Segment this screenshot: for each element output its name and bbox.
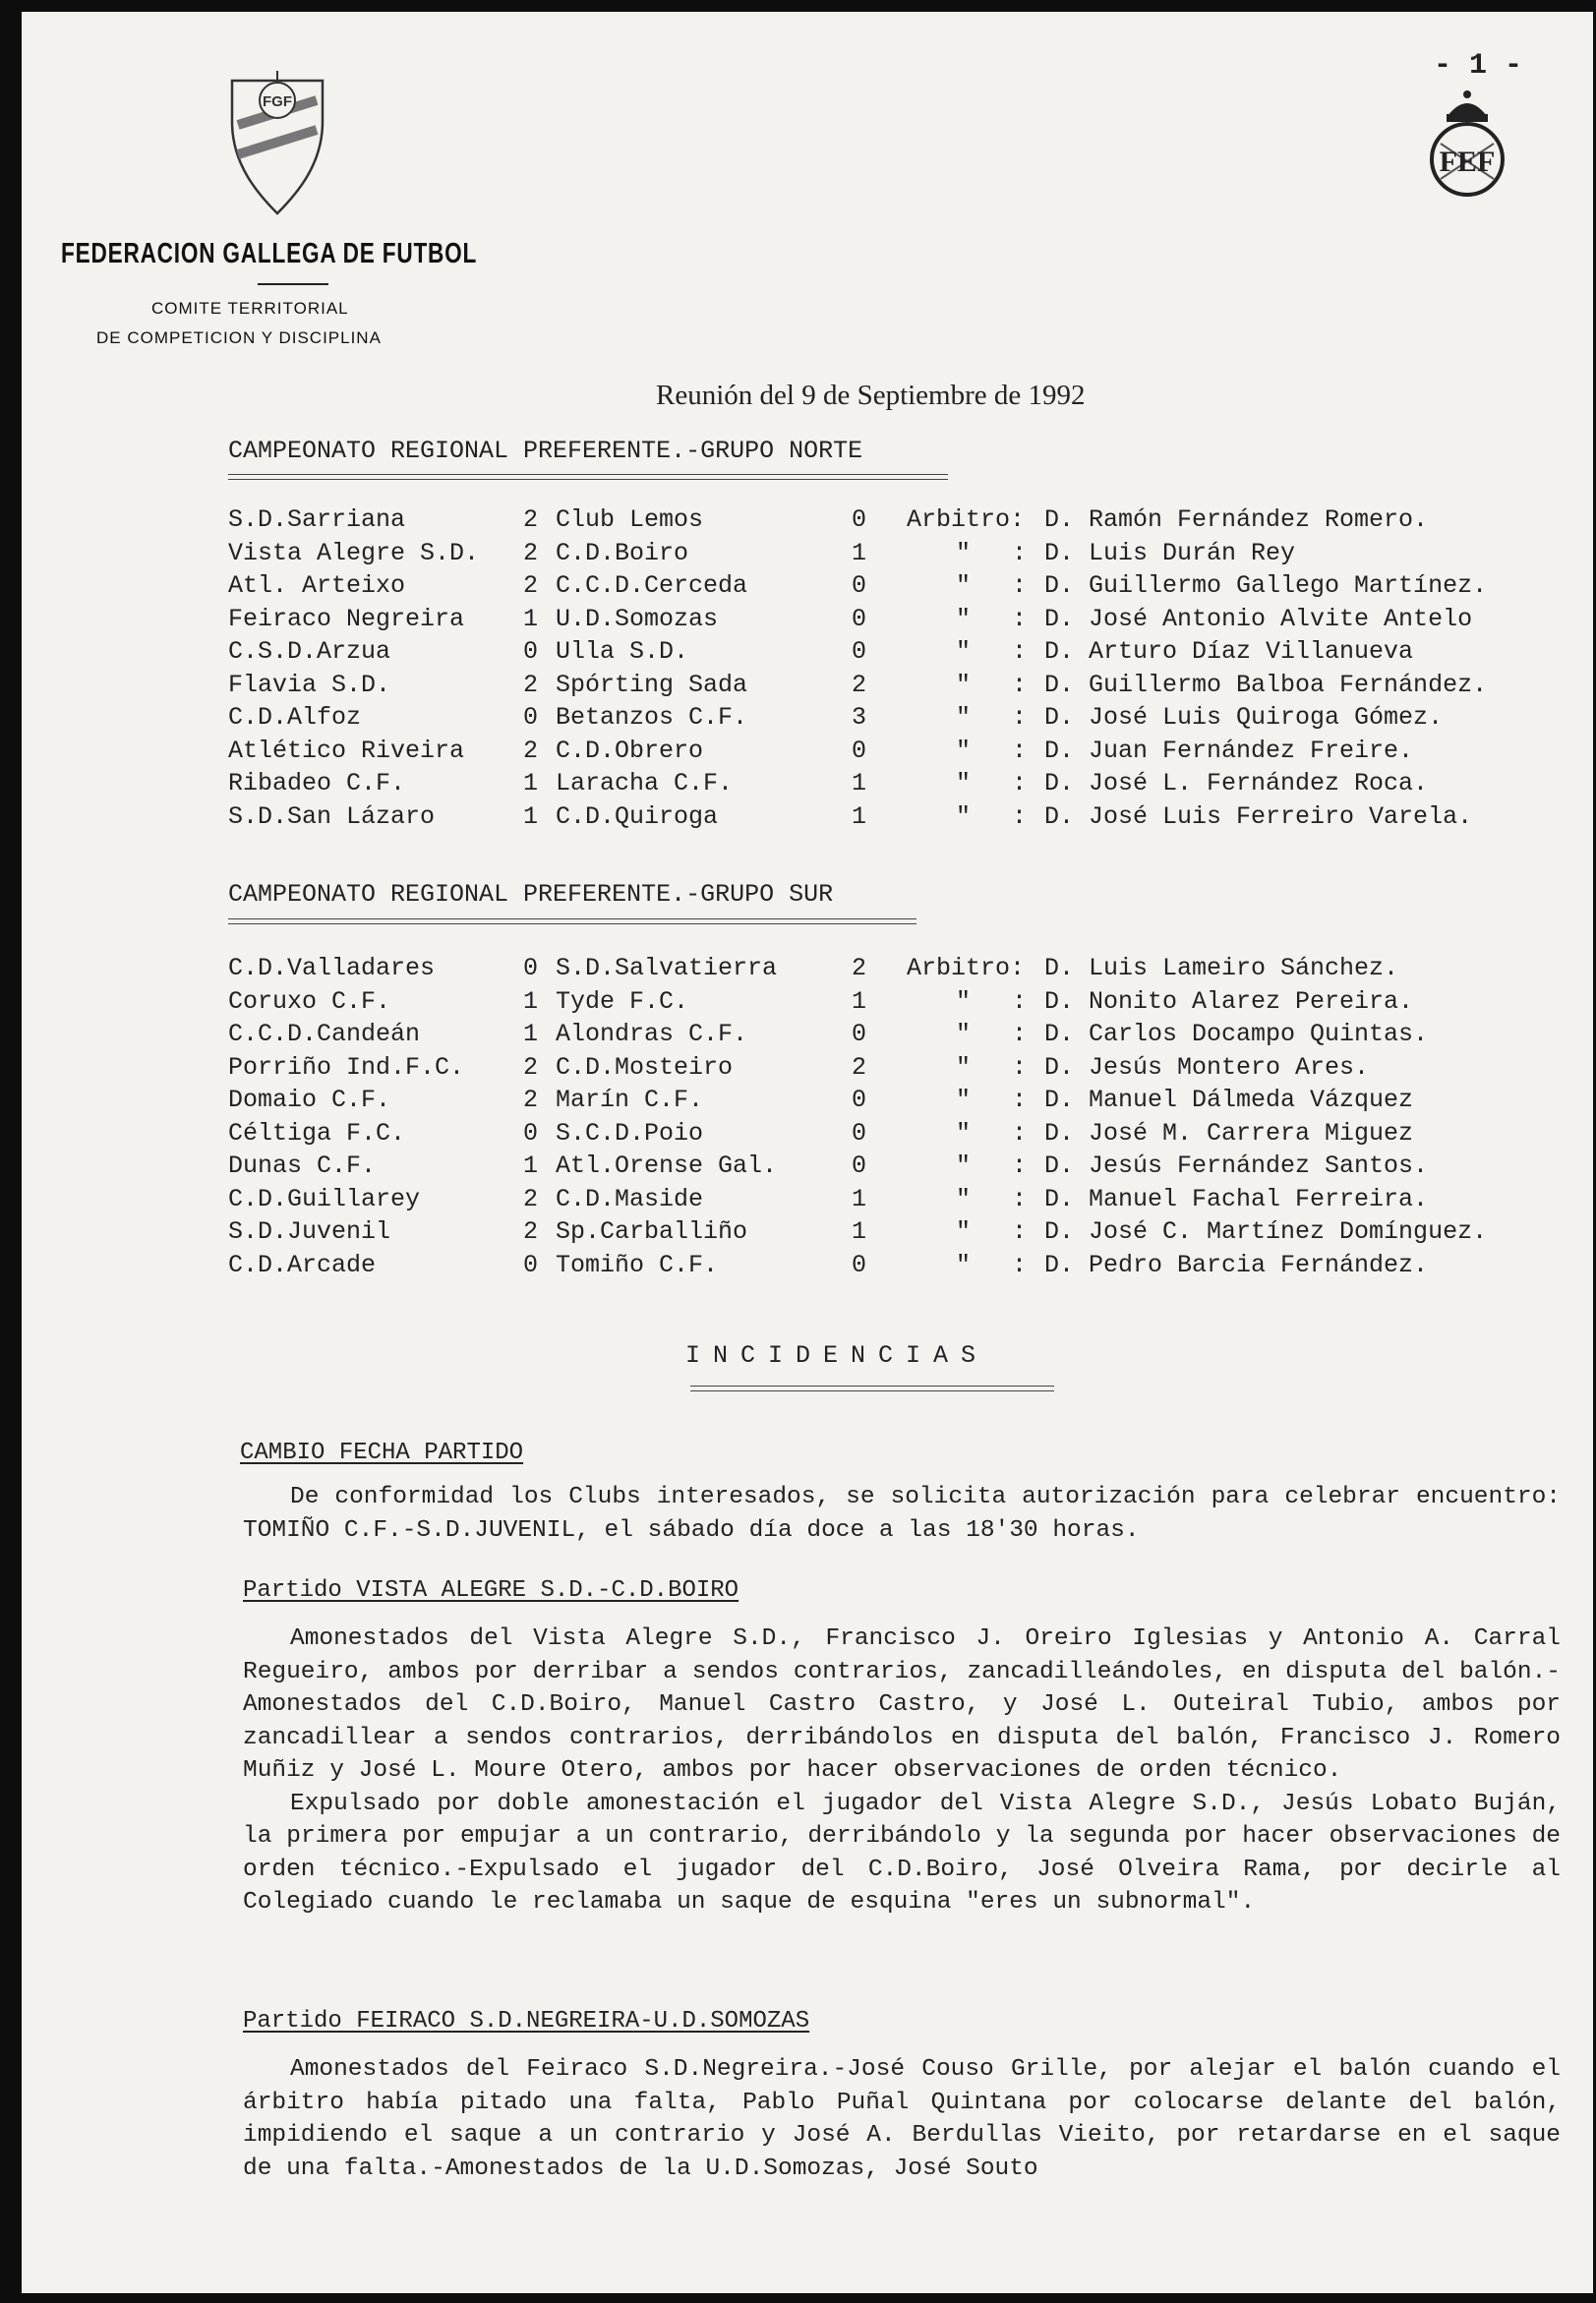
- svg-text:FEF: FEF: [1439, 146, 1496, 178]
- federation-crest-logo: [228, 71, 326, 218]
- paragraph: Expulsado por doble amonestación el jugador del Vista Alegre S.D., Jesús Lobato Buján, la primera por empujar a un contrario, derribándolo y la segunda por hacer observaciones de orden técnico.-Expulsado el jugador del C.D.Boiro, José Olveira Rama, por decirle al Colegiado cuando le reclamaba un saque de esquina "eres un subnormal".: [243, 1790, 1561, 1916]
- page-number: - 1 -: [1433, 49, 1522, 83]
- section-body: [243, 2053, 1561, 2185]
- paragraph: De conformidad los Clubs interesados, se solicita autorización para celebrar encuentro: TOMIÑO C.F.-S.D.JUVENIL, el sábado día doce a las 18'30 horas.: [243, 1484, 1561, 1544]
- section-body: [243, 1481, 1561, 1547]
- group-title-sur: CAMPEONATO REGIONAL PREFERENTE.-GRUPO SUR: [228, 880, 834, 909]
- document-page: FGF FEDERACION GALLEGA DE FUTBOL COMITE TERRITORIAL DE COMPETICION Y DISCIPLINA - 1 - FEF Reunión del 9 de Septiembre de 1992 CAMPEONATO REGIONAL PREFERENTE.-GRUPO NORTE S.D.Sarriana 2 Club Lemos 0 Arbitro: D. Ramón Fernández Romero. Vista Alegre S.D. 2 C.D.Boiro 1 " : D. Luis Durán Rey Atl. Arteixo 2 C.C.D.Cerceda 0 " : D. Guillermo Gallego Martínez. Feiraco Negreira 1 U.D.Somozas 0 " : D. José Antonio Alvite Antelo C.S.D.Arzua 0 Ulla S.D. 0 " : D. Arturo Díaz Villanueva Flavia S.D. 2 Spórting Sada 2 " : D. Guillermo Balboa Fernández. C.D.Alfoz 0 Betanzos C.F. 3 " : D. José Luis Quiroga Gómez. Atlético Riveira 2 C.D.Obrero 0 " : D. Juan Fernández Freire. Ribadeo C.F. 1 Laracha C.F. 1 " : D. José L. Fernández Roca. S.D.San Lázaro 1 C.D.Quiroga 1 " : D. José Luis Ferreiro Varela. CAMPEONATO REGIONAL PREFERENTE.-GRUPO SUR C.D.Valladares 0 S.D.Salvatierra 2 Arbitro: D. Luis Lameiro Sánchez. Coruxo C.F. 1 Tyde F.C. 1 " : D. Nonito Alarez Pereira. C.C.D.Candeán 1 Alondras C.F. 0 " : D. Carlos Docampo Quintas. Porriño Ind.F.C. 2 C.D.Mosteiro 2 " : D. Jesús Montero Ares. Domaio C.F. 2 Marín C.F. 0 " : D. Manuel Dálmeda Vázquez Céltiga F.C. 0 S.C.D.Poio 0 " : D. José M. Carrera Miguez Dunas C.F. 1 Atl.Orense Gal. 0 " : D. Jesús Fernández Santos. C.D.Guillarey 2 C.D.Maside 1 " : D. Manuel Fachal Ferreira. S.D.Juvenil 2 Sp.Carballiño 1 " : D. José C. Martínez Domínguez. C.D.Arcade 0 Tomiño C.F. 0 " : D. Pedro Barcia Fernández. INCIDENCIAS CAMBIO FECHA PARTIDO De conformidad los Clubs interesados, se solicita autorización para celebrar encuentro: TOMIÑO C.F.-S.D.JUVENIL, el sábado día doce a las 18'30 horas. Partido VISTA ALEGRE S.D.-C.D.BOIRO Amonestados del Vista Alegre S.D., Francisco J. Oreiro Iglesias y Antonio A. Carral Regueiro, ambos por derribar a sendos contrarios, zancadilleándoles, en disputa del balón.-Amonestados del C.D.Boiro, Manuel Castro Castro, y José L. Outeiral Tubio, ambos por zancadillear a sendos contrarios, derribándolos en disputa del balón, Francisco J. Romero Muñiz y José L. Moure Otero, ambos por hacer observaciones de orden técnico. Expulsado por doble amonestación el jugador del Vista Alegre S.D., Jesús Lobato Buján, la primera por empujar a un contrario, derribándolo y la segunda por hacer observaciones de orden técnico.-Expulsado el jugador del C.D.Boiro, José Olveira Rama, por decirle al Colegiado cuando le reclamaba un saque de esquina "eres un subnormal". Partido FEIRACO S.D.NEGREIRA-U.D.SOMOZAS Amonestados del Feiraco S.D.Negreira.-José Couso Grille, por alejar el balón cuando el árbitro había pitado una falta, Pablo Puñal Quintana por colocarse delante del balón, impidiendo el saque a un contrario y José A. Berdullas Vieito, por retardarse en el saque de una falta.-Amonestados de la U.D.Somozas, José Souto: [22, 12, 1593, 2293]
- committee-line-2: DE COMPETICION Y DISCIPLINA: [96, 328, 382, 347]
- group-title-norte: CAMPEONATO REGIONAL PREFERENTE.-GRUPO NORTE: [228, 437, 863, 465]
- divider: [258, 283, 328, 285]
- royal-crest-logo: [1423, 89, 1511, 207]
- incidencias-title: INCIDENCIAS: [685, 1341, 989, 1370]
- section-heading: Partido FEIRACO S.D.NEGREIRA-U.D.SOMOZAS: [243, 2008, 810, 2035]
- double-rule: [690, 1386, 1054, 1391]
- svg-text:FGF: FGF: [263, 93, 292, 110]
- double-rule: [228, 474, 948, 480]
- section-heading: CAMBIO FECHA PARTIDO: [240, 1440, 524, 1466]
- paragraph: Amonestados del Feiraco S.D.Negreira.-José Couso Grille, por alejar el balón cuando el árbitro había pitado una falta, Pablo Puñal Quintana por colocarse delante del balón, impidiendo el saque a un contrario y José A. Berdullas Vieito, por retardarse en el saque de una falta.-Amonestados de la U.D.Somozas, José Souto: [243, 2056, 1561, 2182]
- meeting-date: Reunión del 9 de Septiembre de 1992: [656, 380, 1086, 411]
- federation-name: FEDERACION GALLEGA DE FUTBOL: [61, 238, 478, 269]
- section-heading: Partido VISTA ALEGRE S.D.-C.D.BOIRO: [243, 1577, 739, 1604]
- paragraph: Amonestados del Vista Alegre S.D., Francisco J. Oreiro Iglesias y Antonio A. Carral Regueiro, ambos por derribar a sendos contrarios, zancadilleándoles, en disputa del balón.-Amonestados del C.D.Boiro, Manuel Castro Castro, y José L. Outeiral Tubio, ambos por zancadillear a sendos contrarios, derribándolos en disputa del balón, Francisco J. Romero Muñiz y José L. Moure Otero, ambos por hacer observaciones de orden técnico.: [243, 1625, 1561, 1784]
- section-body: [243, 1623, 1561, 1919]
- committee-line-1: COMITE TERRITORIAL: [151, 299, 349, 318]
- double-rule: [228, 918, 916, 924]
